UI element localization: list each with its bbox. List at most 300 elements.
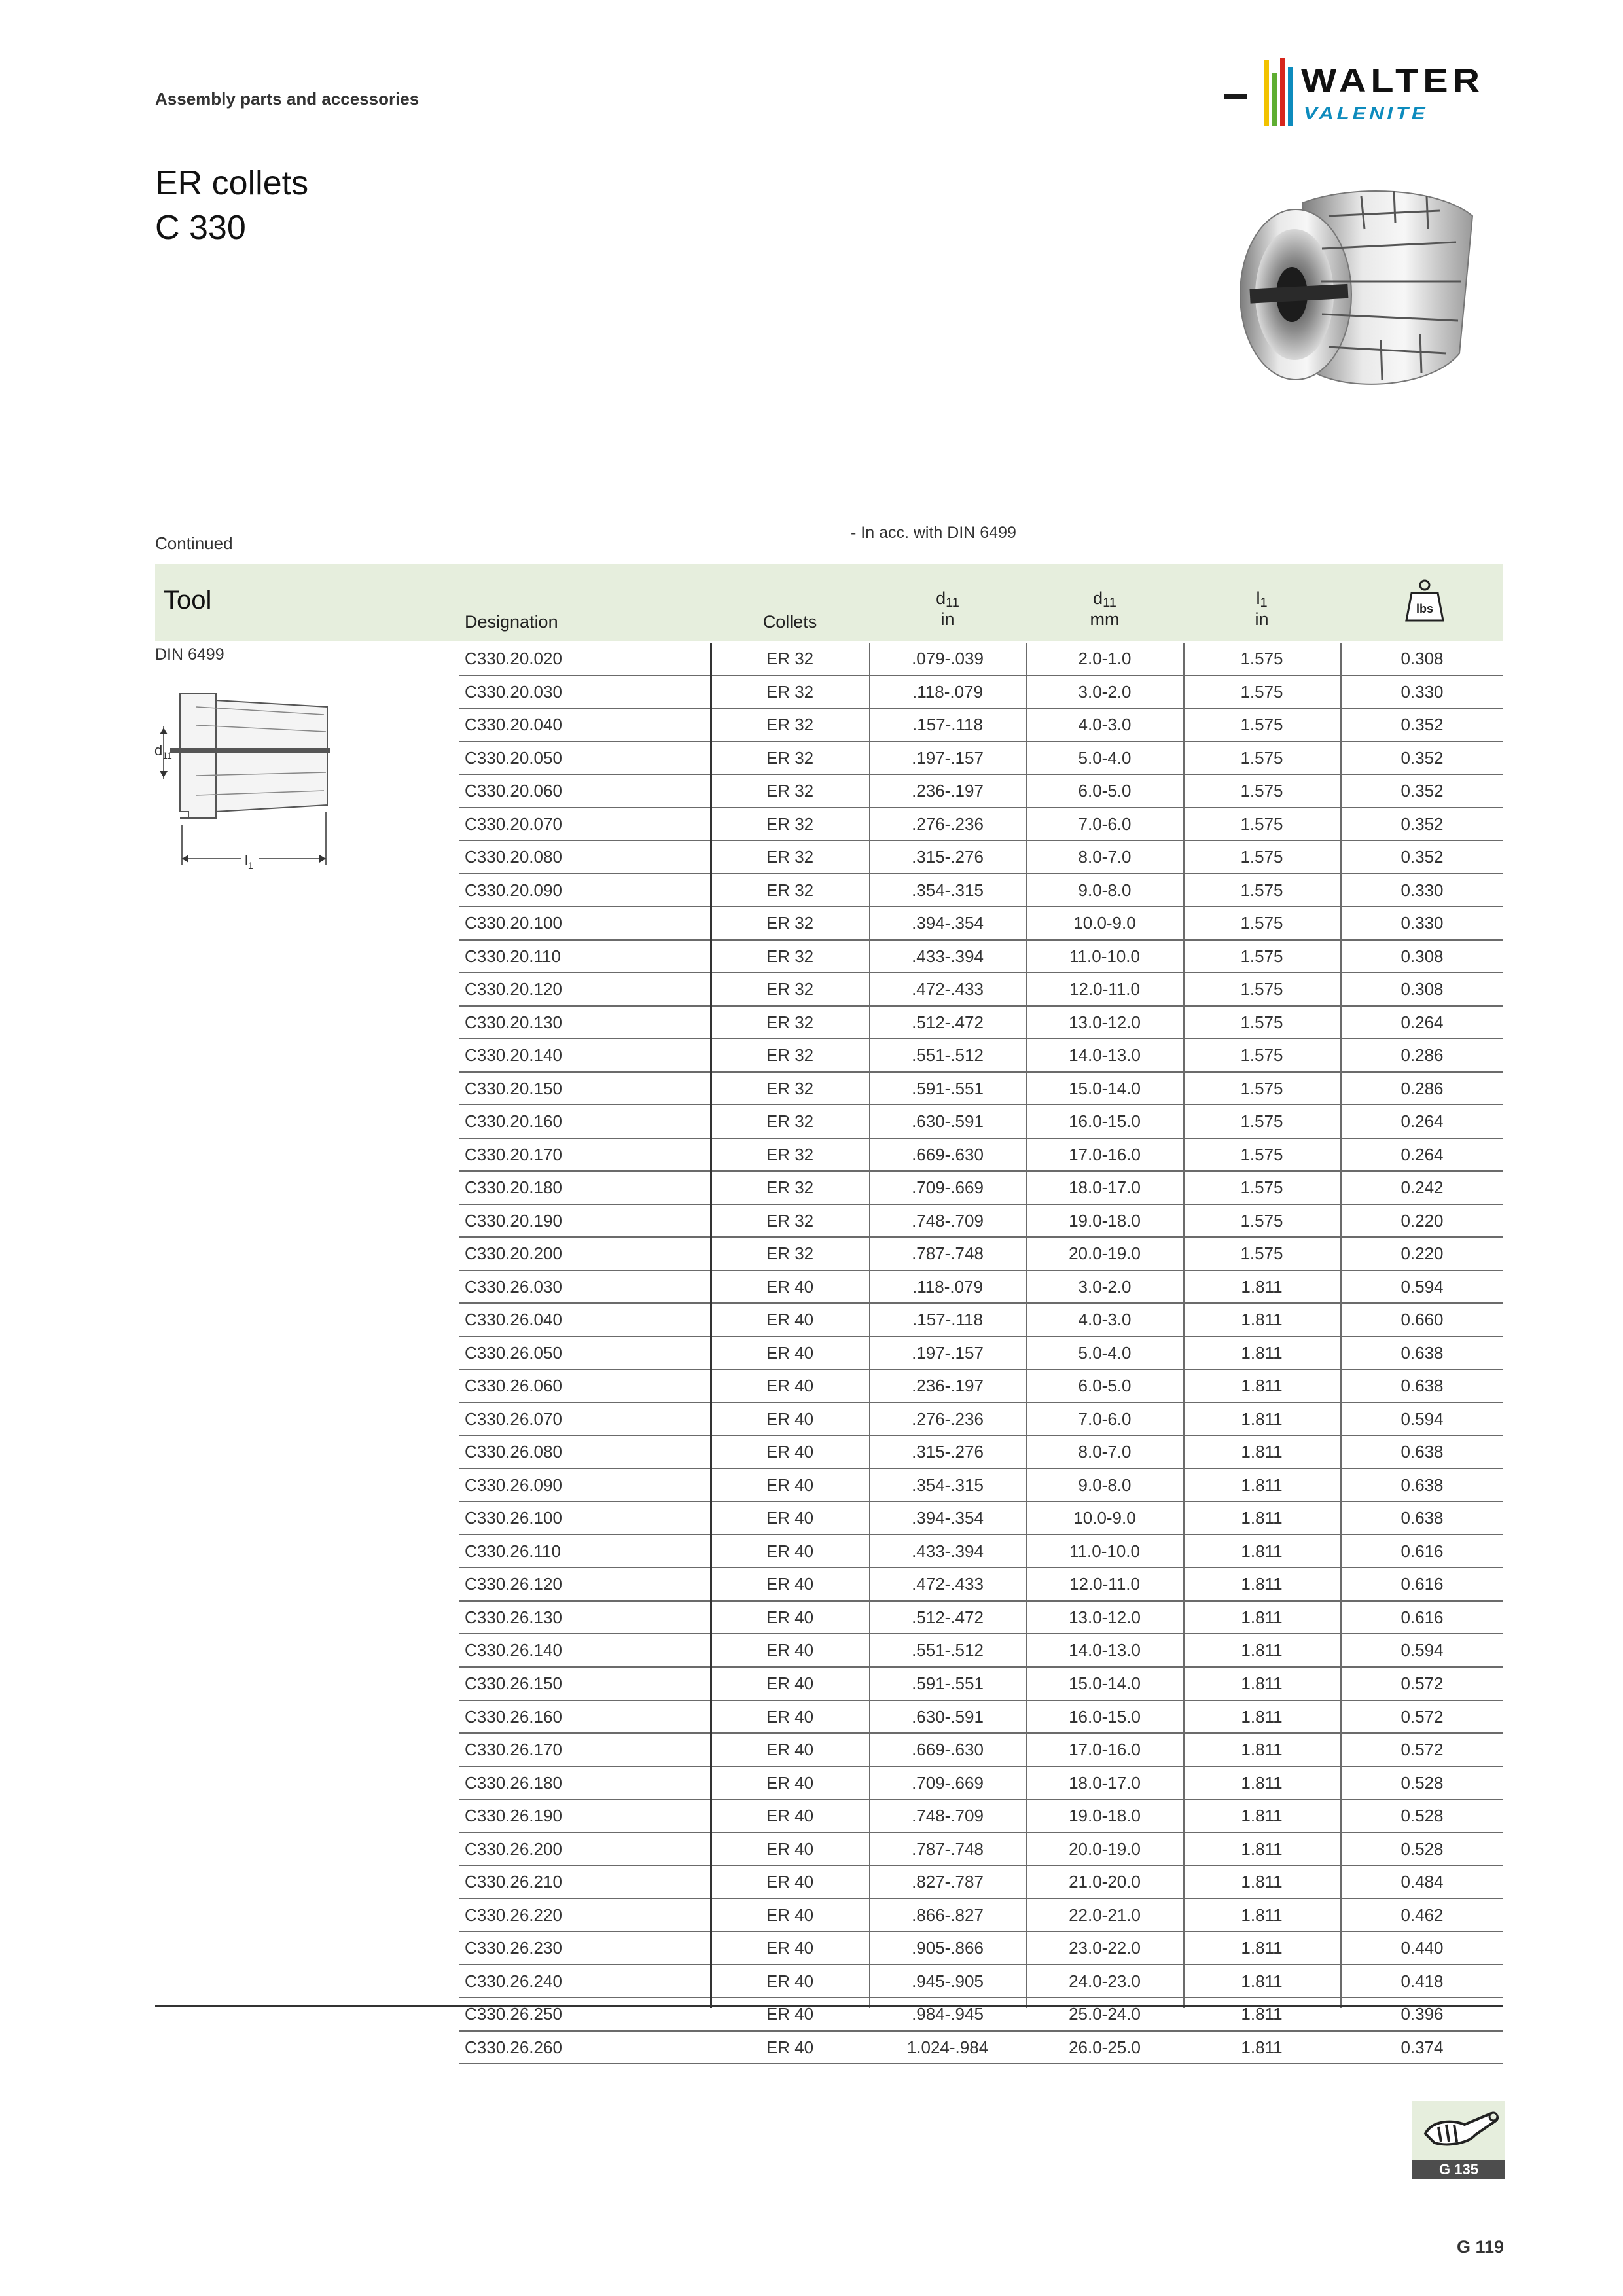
cell-collet-size: ER 32 (766, 1111, 814, 1132)
cell-d11-in: .551-.512 (912, 1045, 984, 1066)
cell-designation: C330.26.250 (465, 2004, 562, 2024)
cell-weight: 0.264 (1400, 1111, 1444, 1132)
cell-d11-mm: 20.0-19.0 (1069, 1839, 1141, 1859)
cell-d11-mm: 4.0-3.0 (1078, 1310, 1132, 1330)
cell-d11-in: .472-.433 (912, 1574, 984, 1594)
cell-collet-size: ER 40 (766, 1905, 814, 1925)
table-row (459, 2032, 1503, 2065)
cell-l1: 1.811 (1241, 1740, 1283, 1760)
table-row (459, 874, 1503, 908)
cell-l1: 1.811 (1241, 1938, 1283, 1958)
table-row (459, 1634, 1503, 1668)
cell-collet-size: ER 40 (766, 1541, 814, 1561)
collet-table-body (459, 643, 1503, 2064)
cell-d11-mm: 4.0-3.0 (1078, 715, 1132, 735)
cell-collet-size: ER 40 (766, 1574, 814, 1594)
cell-d11-mm: 25.0-24.0 (1069, 2004, 1141, 2024)
cell-collet-size: ER 40 (766, 1772, 814, 1793)
table-row (459, 1767, 1503, 1801)
cell-d11-mm: 6.0-5.0 (1078, 1376, 1132, 1396)
cell-weight: 0.308 (1400, 946, 1444, 966)
cell-d11-mm: 3.0-2.0 (1078, 681, 1132, 702)
cell-d11-in: .709-.669 (912, 1177, 984, 1198)
reference-icon-box[interactable] (1412, 2101, 1505, 2160)
cell-designation: C330.26.130 (465, 1607, 562, 1627)
cell-l1: 1.811 (1241, 1508, 1283, 1528)
cell-l1: 1.811 (1241, 1607, 1283, 1627)
cell-designation: C330.26.100 (465, 1508, 562, 1528)
cell-designation: C330.26.030 (465, 1276, 562, 1297)
table-row (459, 1172, 1503, 1205)
cell-d11-mm: 20.0-19.0 (1069, 1244, 1141, 1264)
cell-designation: C330.20.190 (465, 1210, 562, 1230)
cell-weight: 0.638 (1400, 1508, 1444, 1528)
cell-weight: 0.330 (1400, 913, 1444, 933)
header-designation-text: Designation (465, 612, 558, 632)
cell-l1: 1.575 (1240, 1078, 1283, 1098)
cell-l1: 1.575 (1240, 715, 1283, 735)
cell-weight: 0.352 (1400, 847, 1444, 867)
cell-weight: 0.594 (1400, 1408, 1444, 1429)
column-separator-d11-mm (1183, 643, 1185, 2008)
cell-collet-size: ER 32 (766, 880, 814, 900)
cell-d11-in: .669-.630 (912, 1144, 984, 1164)
cell-weight: 0.528 (1400, 1806, 1444, 1826)
continued-note: Continued (155, 533, 233, 553)
cell-d11-mm: 16.0-15.0 (1069, 1111, 1141, 1132)
cell-collet-size: ER 40 (766, 1310, 814, 1330)
cell-designation: C330.26.120 (465, 1574, 562, 1594)
cell-collet-size: ER 32 (766, 847, 814, 867)
cell-d11-mm: 5.0-4.0 (1078, 747, 1132, 768)
cell-collet-size: ER 32 (766, 913, 814, 933)
table-row (459, 742, 1503, 776)
column-separator-l1 (1340, 643, 1342, 2008)
cell-l1: 1.811 (1241, 1872, 1283, 1892)
cell-designation: C330.26.260 (465, 2037, 562, 2057)
tool-group-label: Tool (164, 586, 212, 615)
cell-d11-in: .905-.866 (912, 1938, 984, 1958)
cell-designation: C330.26.210 (465, 1872, 562, 1892)
cell-collet-size: ER 32 (766, 649, 814, 668)
cell-d11-in: .827-.787 (912, 1872, 984, 1892)
cell-collet-size: ER 40 (766, 1276, 814, 1297)
cell-d11-in: .354-.315 (912, 1475, 984, 1495)
header-d11-mm-unit: mm (1090, 609, 1120, 629)
table-row (459, 1568, 1503, 1602)
cell-d11-mm: 11.0-10.0 (1069, 1541, 1140, 1561)
cell-weight: 0.572 (1400, 1740, 1444, 1760)
cell-d11-in: .157-.118 (912, 715, 983, 735)
table-row (459, 1105, 1503, 1139)
cell-d11-in: .394-.354 (912, 913, 984, 933)
cell-collet-size: ER 32 (766, 1144, 814, 1164)
table-row (459, 1965, 1503, 1999)
cell-d11-mm: 18.0-17.0 (1069, 1772, 1141, 1793)
page-number: G 119 (1456, 2237, 1504, 2257)
cell-weight: 0.352 (1400, 814, 1444, 834)
table-row (459, 1502, 1503, 1535)
cell-weight: 0.528 (1400, 1839, 1444, 1859)
cell-l1: 1.811 (1241, 1574, 1283, 1594)
cell-d11-in: .709-.669 (912, 1772, 984, 1793)
cell-weight: 0.594 (1400, 1276, 1444, 1297)
cell-collet-size: ER 40 (766, 1706, 814, 1727)
cell-collet-size: ER 32 (766, 979, 814, 999)
table-row (459, 1304, 1503, 1337)
din-standard-note: - In acc. with DIN 6499 (851, 524, 1016, 542)
cell-d11-mm: 16.0-15.0 (1069, 1706, 1141, 1727)
din-label: DIN 6499 (155, 645, 224, 664)
column-separator-designation (710, 643, 712, 2008)
table-row (459, 1701, 1503, 1734)
header-d11-in-unit: in (940, 609, 955, 629)
cell-d11-in: .748-.709 (912, 1210, 984, 1230)
cell-d11-in: .591-.551 (912, 1673, 984, 1693)
drawing-l1-label: $l_1$ (245, 852, 253, 870)
cell-l1: 1.575 (1240, 1045, 1283, 1066)
cell-designation: C330.26.040 (465, 1310, 562, 1330)
cell-designation: C330.26.090 (465, 1475, 562, 1495)
cell-designation: C330.26.230 (465, 1938, 562, 1958)
cell-l1: 1.811 (1241, 1276, 1283, 1297)
cell-designation: C330.20.130 (465, 1012, 562, 1032)
cell-designation: C330.26.080 (465, 1442, 562, 1462)
cell-l1: 1.811 (1241, 1640, 1283, 1660)
logo-wordmark-bottom: VALENITE (1304, 103, 1429, 123)
cell-l1: 1.575 (1240, 1012, 1283, 1032)
er-collet-image (1224, 177, 1499, 399)
logo-bar-blue (1288, 67, 1293, 126)
table-row (459, 1833, 1503, 1867)
weight-lbs-icon-text: lbs (1416, 602, 1434, 615)
cell-d11-mm: 6.0-5.0 (1078, 781, 1132, 801)
cell-d11-in: .787-.748 (912, 1244, 984, 1264)
cell-designation: C330.20.160 (465, 1111, 562, 1132)
cell-l1: 1.575 (1240, 1244, 1283, 1264)
cell-d11-in: .354-.315 (912, 880, 984, 900)
table-row (459, 1007, 1503, 1040)
cell-l1: 1.811 (1241, 1673, 1283, 1693)
cell-d11-in: .630-.591 (912, 1706, 984, 1727)
cell-collet-size: ER 40 (766, 1872, 814, 1892)
cell-weight: 0.638 (1400, 1342, 1444, 1363)
cell-l1: 1.575 (1240, 946, 1283, 966)
cell-collet-size: ER 40 (766, 2037, 814, 2057)
table-row (459, 808, 1503, 842)
cell-weight: 0.616 (1400, 1541, 1444, 1561)
cell-l1: 1.575 (1240, 1210, 1283, 1230)
section-label: Assembly parts and accessories (155, 89, 419, 109)
cell-d11-mm: 10.0-9.0 (1073, 1508, 1136, 1528)
cell-weight: 0.308 (1400, 979, 1444, 999)
cell-d11-in: .394-.354 (912, 1508, 984, 1528)
cell-l1: 1.575 (1240, 1177, 1283, 1198)
cell-l1: 1.575 (1240, 814, 1283, 834)
cell-d11-in: .512-.472 (912, 1607, 984, 1627)
cell-collet-size: ER 40 (766, 1475, 814, 1495)
cell-l1: 1.811 (1241, 1342, 1283, 1363)
cell-weight: 0.352 (1400, 781, 1444, 801)
cell-designation: C330.20.060 (465, 781, 562, 801)
cell-d11-mm: 22.0-21.0 (1069, 1905, 1141, 1925)
cell-l1: 1.575 (1240, 880, 1283, 900)
table-row (459, 709, 1503, 742)
table-bottom-rule (155, 2005, 1503, 2007)
logo-bar-red (1280, 58, 1285, 126)
cell-l1: 1.811 (1241, 1806, 1283, 1826)
cell-d11-in: .591-.551 (912, 1078, 984, 1098)
cell-weight: 0.660 (1400, 1310, 1444, 1330)
table-row (459, 1800, 1503, 1833)
cell-designation: C330.26.140 (465, 1640, 562, 1660)
header-d11-in-symbol: $d_{11}$ (936, 588, 959, 610)
cell-l1: 1.811 (1241, 1971, 1283, 1991)
cell-weight: 0.396 (1400, 2004, 1444, 2024)
table-row (459, 1139, 1503, 1172)
cell-weight: 0.528 (1400, 1772, 1444, 1793)
cell-d11-in: .748-.709 (912, 1806, 984, 1826)
cell-designation: C330.26.160 (465, 1706, 562, 1727)
cell-l1: 1.575 (1240, 649, 1283, 668)
cell-l1: 1.811 (1241, 2037, 1283, 2057)
cell-collet-size: ER 32 (766, 814, 814, 834)
header-l1 (1184, 589, 1340, 630)
cell-l1: 1.811 (1241, 2004, 1283, 2024)
table-row (459, 973, 1503, 1007)
cell-l1: 1.811 (1241, 1706, 1283, 1727)
logo-dash (1224, 94, 1247, 99)
cell-l1: 1.811 (1241, 1905, 1283, 1925)
cell-collet-size: ER 32 (766, 747, 814, 768)
cell-collet-size: ER 32 (766, 781, 814, 801)
cell-d11-mm: 9.0-8.0 (1078, 880, 1132, 900)
cell-weight: 0.242 (1400, 1177, 1444, 1198)
cell-l1: 1.575 (1240, 1144, 1283, 1164)
cell-weight: 0.264 (1400, 1144, 1444, 1164)
cell-weight: 0.264 (1400, 1012, 1444, 1032)
cell-designation: C330.20.080 (465, 847, 562, 867)
logo-bar-green (1272, 73, 1277, 126)
cell-designation: C330.20.110 (465, 946, 561, 966)
cell-designation: C330.20.140 (465, 1045, 562, 1066)
table-row (459, 676, 1503, 709)
table-row (459, 775, 1503, 808)
cell-weight: 0.418 (1400, 1971, 1444, 1991)
cell-d11-mm: 17.0-16.0 (1069, 1740, 1141, 1760)
cell-weight: 0.330 (1400, 880, 1444, 900)
table-row (459, 1205, 1503, 1238)
table-row (459, 1535, 1503, 1569)
cell-collet-size: ER 40 (766, 1971, 814, 1991)
cell-d11-mm: 10.0-9.0 (1073, 913, 1136, 933)
header-collets-text: Collets (762, 612, 817, 632)
cell-l1: 1.811 (1241, 1442, 1283, 1462)
cell-designation: C330.26.110 (465, 1541, 561, 1561)
cell-d11-in: .551-.512 (912, 1640, 984, 1660)
cell-d11-in: .276-.236 (912, 1408, 984, 1429)
cell-collet-size: ER 40 (766, 1607, 814, 1627)
cell-designation: C330.20.200 (465, 1244, 562, 1264)
table-row (459, 643, 1503, 676)
cell-collet-size: ER 40 (766, 1938, 814, 1958)
table-row (459, 941, 1503, 974)
cell-d11-mm: 13.0-12.0 (1069, 1012, 1141, 1032)
table-row (459, 1998, 1503, 2032)
cell-collet-size: ER 40 (766, 2004, 814, 2024)
cell-l1: 1.575 (1240, 781, 1283, 801)
logo-bar-yellow (1264, 60, 1269, 126)
cell-d11-mm: 8.0-7.0 (1078, 1442, 1132, 1462)
cell-weight: 0.374 (1400, 2037, 1444, 2057)
cell-weight: 0.220 (1400, 1210, 1444, 1230)
page-subtitle: C 330 (155, 209, 246, 247)
table-row (459, 1039, 1503, 1073)
table-row (459, 1469, 1503, 1503)
table-row (459, 1370, 1503, 1403)
cell-d11-mm: 3.0-2.0 (1078, 1276, 1132, 1297)
reference-page-link[interactable]: G 135 (1412, 2160, 1505, 2179)
cell-collet-size: ER 40 (766, 1839, 814, 1859)
cell-designation: C330.26.240 (465, 1971, 562, 1991)
cell-l1: 1.575 (1240, 1111, 1283, 1132)
header-designation (465, 613, 596, 632)
table-row (459, 841, 1503, 874)
cell-weight: 0.286 (1400, 1045, 1444, 1066)
table-row (459, 1073, 1503, 1106)
cell-l1: 1.811 (1241, 1772, 1283, 1793)
walter-valenite-logo (1224, 55, 1505, 134)
cell-d11-in: .157-.118 (912, 1310, 983, 1330)
cell-weight: 0.616 (1400, 1607, 1444, 1627)
cell-designation: C330.20.150 (465, 1078, 562, 1098)
header-d11-in (870, 589, 1026, 630)
cell-d11-mm: 5.0-4.0 (1078, 1342, 1132, 1363)
cell-designation: C330.20.070 (465, 814, 562, 834)
header-l1-symbol: $l_1$ (1256, 588, 1268, 610)
cell-designation: C330.26.060 (465, 1376, 562, 1396)
cell-designation: C330.20.020 (465, 649, 562, 668)
cell-weight: 0.484 (1400, 1872, 1444, 1892)
wrench-hand-icon (1412, 2101, 1505, 2160)
cell-weight: 0.572 (1400, 1706, 1444, 1727)
table-row (459, 1866, 1503, 1899)
cell-d11-mm: 17.0-16.0 (1069, 1144, 1141, 1164)
cell-collet-size: ER 40 (766, 1806, 814, 1826)
cell-weight: 0.638 (1400, 1442, 1444, 1462)
cell-d11-in: .669-.630 (912, 1740, 984, 1760)
cell-d11-in: .118-.079 (912, 681, 983, 702)
cell-weight: 0.286 (1400, 1078, 1444, 1098)
cell-designation: C330.26.050 (465, 1342, 562, 1363)
cell-designation: C330.20.090 (465, 880, 562, 900)
column-separator-collets (869, 643, 870, 2008)
cell-d11-in: .118-.079 (912, 1276, 983, 1297)
cell-designation: C330.20.100 (465, 913, 562, 933)
cell-l1: 1.811 (1241, 1839, 1283, 1859)
cell-d11-mm: 14.0-13.0 (1069, 1640, 1141, 1660)
table-row (459, 1337, 1503, 1371)
cell-weight: 0.594 (1400, 1640, 1444, 1660)
cell-collet-size: ER 32 (766, 681, 814, 702)
cell-l1: 1.575 (1240, 681, 1283, 702)
cell-d11-in: 1.024-.984 (906, 2037, 989, 2057)
cell-d11-mm: 9.0-8.0 (1078, 1475, 1132, 1495)
cell-d11-in: .472-.433 (912, 979, 984, 999)
cell-d11-in: .630-.591 (912, 1111, 984, 1132)
cell-collet-size: ER 32 (766, 1012, 814, 1032)
drawing-d11-label: $d_{11}$ (154, 742, 172, 761)
cell-d11-in: .079-.039 (912, 649, 984, 668)
cell-d11-mm: 19.0-18.0 (1069, 1806, 1141, 1826)
cell-d11-mm: 24.0-23.0 (1069, 1971, 1141, 1991)
cell-l1: 1.575 (1240, 847, 1283, 867)
cell-designation: C330.26.220 (465, 1905, 562, 1925)
cell-collet-size: ER 40 (766, 1342, 814, 1363)
cell-d11-mm: 15.0-14.0 (1069, 1673, 1141, 1693)
cell-l1: 1.811 (1241, 1408, 1283, 1429)
cell-l1: 1.575 (1240, 979, 1283, 999)
cell-d11-mm: 19.0-18.0 (1069, 1210, 1141, 1230)
cell-collet-size: ER 40 (766, 1740, 814, 1760)
cell-l1: 1.811 (1241, 1541, 1283, 1561)
cell-designation: C330.26.200 (465, 1839, 562, 1859)
cell-weight: 0.220 (1400, 1244, 1444, 1264)
cell-l1: 1.811 (1241, 1310, 1283, 1330)
cell-d11-in: .315-.276 (912, 1442, 984, 1462)
table-row (459, 1403, 1503, 1437)
cell-d11-mm: 11.0-10.0 (1069, 946, 1140, 966)
cell-collet-size: ER 32 (766, 1045, 814, 1066)
cell-d11-in: .945-.905 (912, 1971, 984, 1991)
cell-weight: 0.638 (1400, 1475, 1444, 1495)
cell-collet-size: ER 32 (766, 1177, 814, 1198)
page-title: ER collets (155, 164, 309, 202)
cell-weight: 0.352 (1400, 715, 1444, 735)
header-l1-unit: in (1255, 609, 1269, 629)
cell-weight: 0.616 (1400, 1574, 1444, 1594)
cell-d11-mm: 7.0-6.0 (1078, 1408, 1132, 1429)
cell-d11-in: .787-.748 (912, 1839, 984, 1859)
cell-d11-in: .433-.394 (912, 1541, 984, 1561)
cell-collet-size: ER 40 (766, 1640, 814, 1660)
cell-l1: 1.575 (1240, 913, 1283, 933)
cell-weight: 0.308 (1400, 649, 1444, 668)
cell-designation: C330.26.150 (465, 1673, 562, 1693)
cell-d11-in: .276-.236 (912, 814, 984, 834)
table-row (459, 1436, 1503, 1469)
cell-d11-mm: 12.0-11.0 (1069, 979, 1140, 999)
cell-designation: C330.26.180 (465, 1772, 562, 1793)
cell-designation: C330.20.170 (465, 1144, 562, 1164)
table-row (459, 1734, 1503, 1767)
table-row (459, 1899, 1503, 1933)
cell-l1: 1.575 (1240, 747, 1283, 768)
table-row (459, 907, 1503, 941)
cell-collet-size: ER 32 (766, 1078, 814, 1098)
cell-weight: 0.638 (1400, 1376, 1444, 1396)
cell-collet-size: ER 40 (766, 1673, 814, 1693)
cell-collet-size: ER 32 (766, 715, 814, 735)
cell-collet-size: ER 40 (766, 1442, 814, 1462)
cell-weight: 0.440 (1400, 1938, 1444, 1958)
cell-designation: C330.20.180 (465, 1177, 562, 1198)
cell-d11-mm: 23.0-22.0 (1069, 1938, 1141, 1958)
cell-d11-in: .236-.197 (912, 781, 984, 801)
table-row (459, 1602, 1503, 1635)
cell-collet-size: ER 32 (766, 1210, 814, 1230)
column-separator-d11-in (1026, 643, 1027, 2008)
